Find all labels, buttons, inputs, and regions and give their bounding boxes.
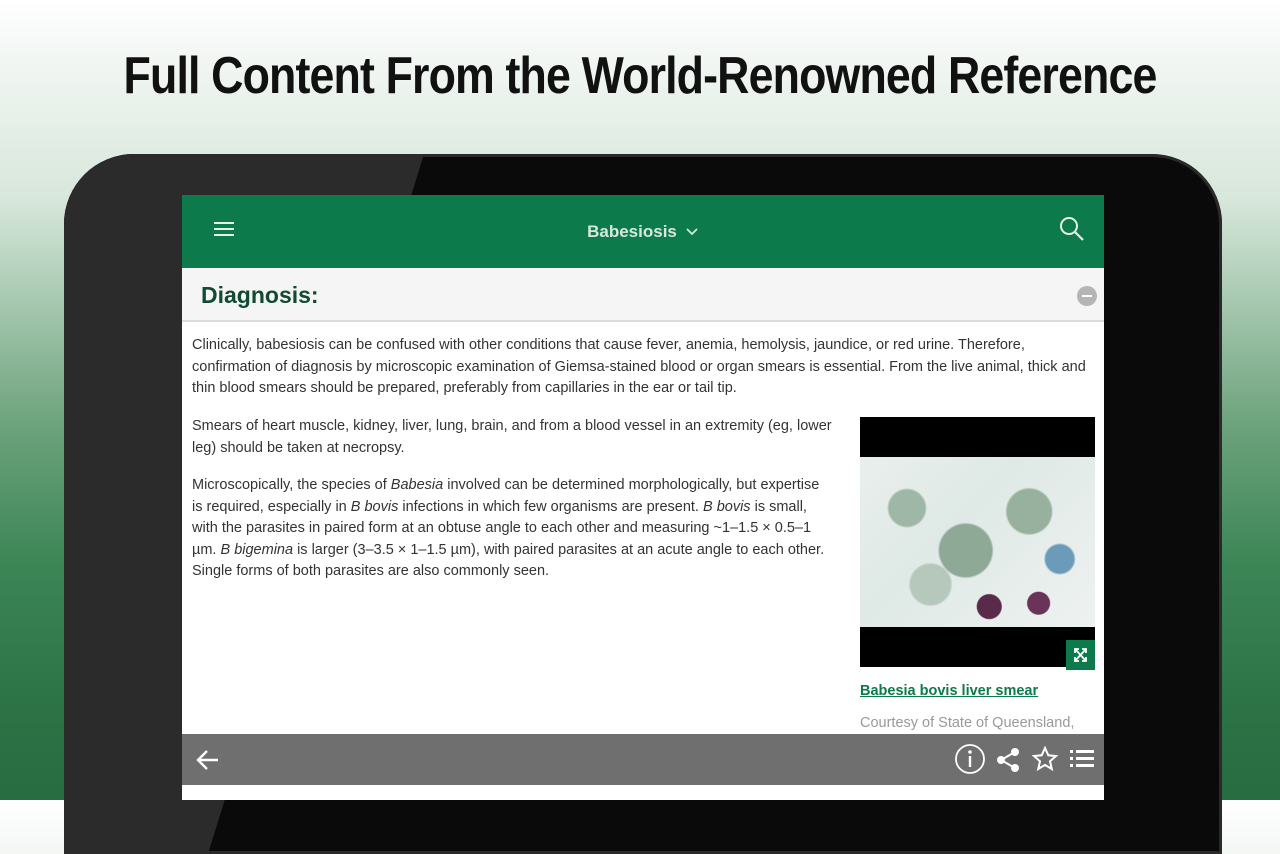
chevron-down-icon bbox=[685, 225, 699, 239]
figure-image[interactable] bbox=[860, 417, 1095, 667]
expand-icon[interactable] bbox=[1066, 640, 1095, 670]
paragraph: Smears of heart muscle, kidney, liver, lung, brain, and from a blood vessel in an extremity (eg, lower leg) should be taken at necropsy. bbox=[192, 418, 832, 456]
paragraph: Microscopically, the species of Babesia involved can be determined morphologically, but expertise is required, especially in B bovis infections in which few organisms are present. B bovis is small, with the parasites in paired form at an obtuse angle to each other and measuring ~1–1.5 × 0.5–1 µm. B bigemina is larger (3–3.5 × 1–1.5 µm), with paired parasites at an acute angle to each other. Single forms of both parasites are also commonly seen. bbox=[192, 477, 825, 579]
list-icon[interactable] bbox=[1070, 748, 1094, 770]
figure-caption-link[interactable]: Babesia bovis liver smear bbox=[860, 683, 1039, 699]
paragraph: Clinically, babesiosis can be confused with other conditions that cause fever, anemia, hemolysis, jaundice, or red urine. Therefore, confirmation of diagnosis by microscopic examination of Giemsa-stained blood or organ smears is essential. From the live animal, thick and thin blood smears should be prepared, preferably from capillaries in the ear or tail tip. bbox=[192, 337, 1086, 396]
search-icon[interactable] bbox=[1058, 215, 1086, 243]
topic-title: Babesiosis bbox=[587, 221, 677, 241]
section-header[interactable] bbox=[182, 268, 1104, 322]
minus-circle-icon[interactable] bbox=[1077, 286, 1097, 306]
promo-headline: Full Content From the World-Renowned Reference bbox=[123, 47, 1157, 105]
info-icon[interactable] bbox=[954, 743, 986, 775]
star-icon[interactable] bbox=[1031, 745, 1059, 773]
micrograph-image bbox=[860, 457, 1095, 627]
topic-selector[interactable] bbox=[182, 195, 1104, 268]
app-screen bbox=[182, 195, 1104, 800]
bottom-toolbar bbox=[182, 734, 1104, 785]
app-bar bbox=[182, 195, 1104, 268]
figure-credit: Courtesy of State of Queensland, bbox=[860, 715, 1075, 731]
arrow-left-icon[interactable] bbox=[194, 746, 222, 774]
share-icon[interactable] bbox=[994, 746, 1022, 774]
section-title: Diagnosis: bbox=[201, 282, 319, 308]
article-body bbox=[192, 335, 1092, 579]
